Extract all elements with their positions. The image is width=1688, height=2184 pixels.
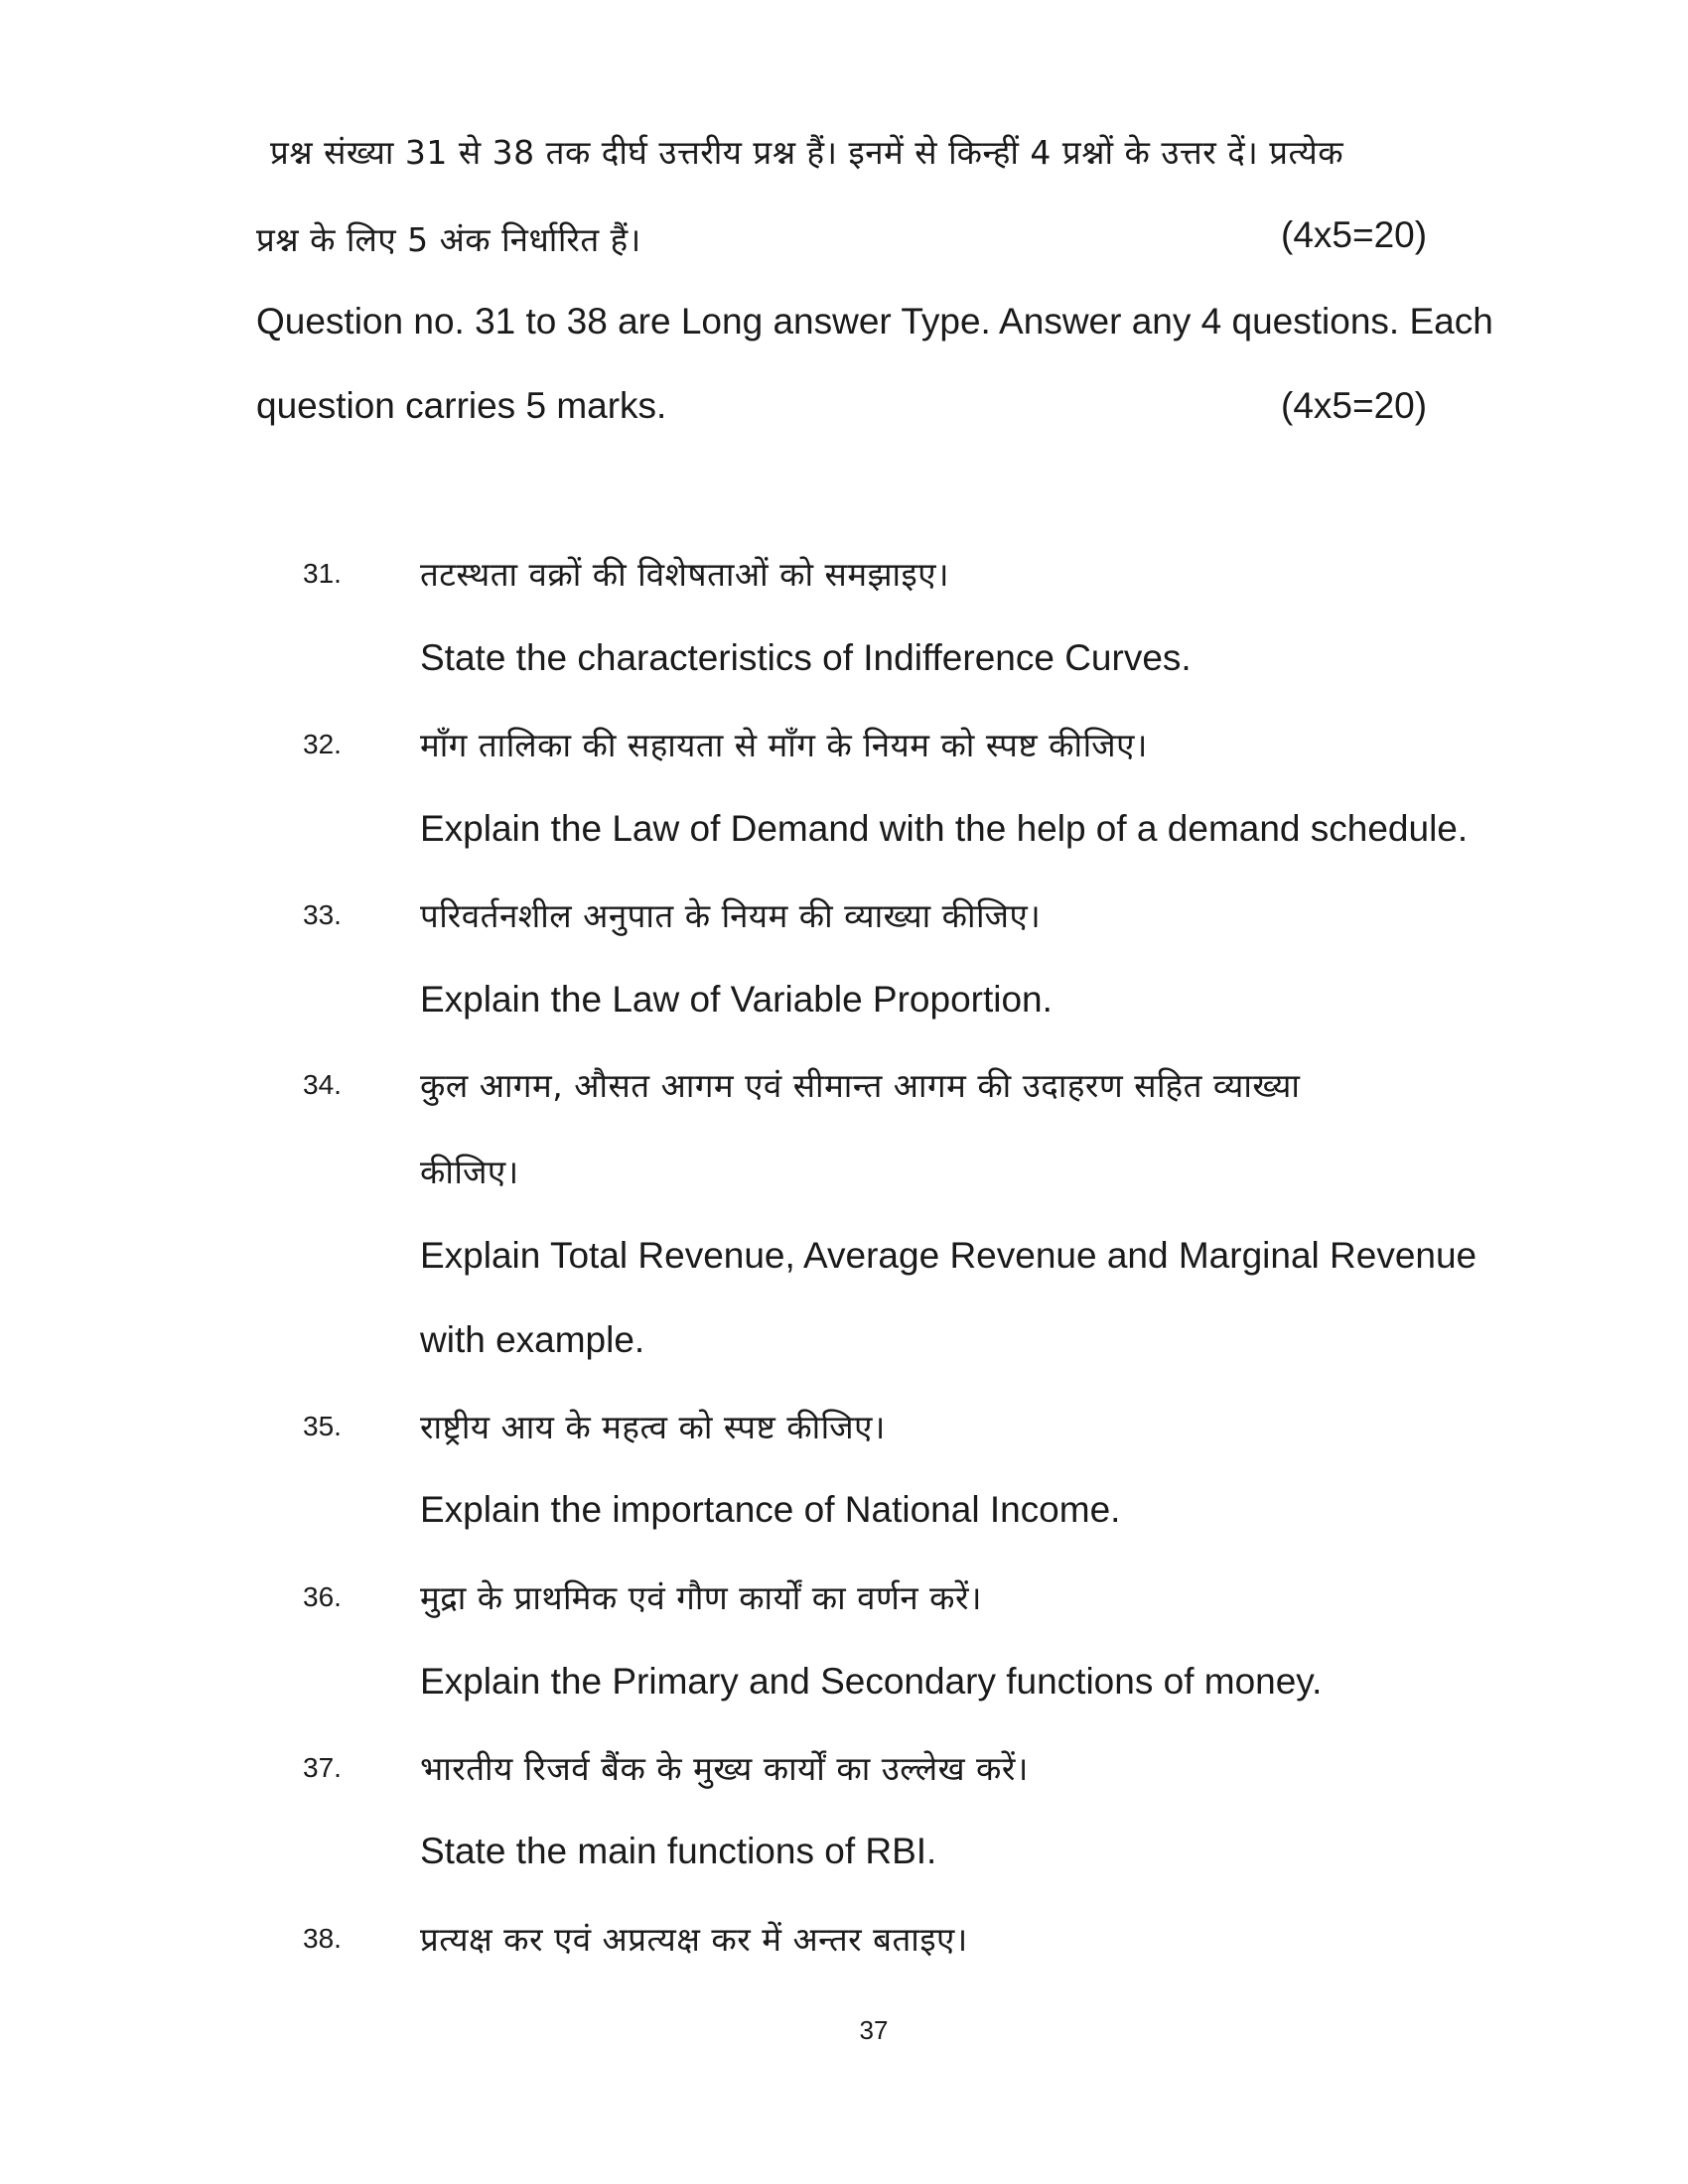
page-number: 37 — [859, 2015, 889, 2045]
question-31-hindi: तटस्थता वक्रों की विशेषताओं को समझाइए। — [420, 555, 950, 594]
instructions-hindi-line-1 — [270, 129, 1489, 174]
question-35-english: Explain the importance of National Income. — [420, 1489, 1121, 1530]
question-34-hindi-line-2: कीजिए। — [420, 1153, 519, 1191]
question-33-hindi: परिवर्तनशील अनुपात के नियम की व्याख्या कीजिए। — [420, 896, 1042, 935]
question-33-number: 33. — [303, 899, 342, 930]
question-32-number: 32. — [303, 729, 342, 759]
instructions-hindi-line-1-text: प्रश्न संख्या 31 से 38 तक दीर्घ उत्तरीय प्रश्न हैं। इनमें से किन्हीं 4 प्रश्नों के उत्तर दें। प्रत्येक — [270, 133, 1344, 172]
instructions-english-line-2 — [256, 385, 666, 427]
question-35-number: 35. — [303, 1411, 342, 1441]
instructions-english-marks: (4x5=20) — [1281, 385, 1428, 426]
question-38-hindi: प्रत्यक्ष कर एवं अप्रत्यक्ष कर में अन्तर बताइए। — [420, 1920, 968, 1959]
instructions-english-line-1-text: Question no. 31 to 38 are Long answer Type. Answer any 4 questions. Each — [256, 301, 1493, 341]
instructions-english-line-2-text: question carries 5 marks. — [256, 385, 667, 426]
question-32-hindi: माँग तालिका की सहायता से माँग के नियम को स्पष्ट कीजिए। — [420, 726, 1148, 764]
instructions-hindi-marks: (4x5=20) — [1281, 214, 1428, 255]
question-36-english: Explain the Primary and Secondary functions of money. — [420, 1661, 1323, 1702]
question-37-number: 37. — [303, 1752, 342, 1783]
question-33-english: Explain the Law of Variable Proportion. — [420, 979, 1053, 1020]
instructions-hindi-line-2 — [256, 216, 641, 261]
question-34-hindi-line-1 — [420, 1062, 1489, 1107]
question-37-english: State the main functions of RBI. — [420, 1831, 937, 1871]
question-34-number: 34. — [303, 1069, 342, 1100]
question-31-english: State the characteristics of Indifference Curves. — [420, 637, 1192, 678]
question-34-english-line-1 — [420, 1235, 1489, 1277]
question-31-number: 31. — [303, 558, 342, 589]
question-34-hindi-line-1-text: कुल आगम, औसत आगम एवं सीमान्त आगम की उदाहरण सहित व्याख्या — [420, 1066, 1301, 1105]
question-35-hindi: राष्ट्रीय आय के महत्व को स्पष्ट कीजिए। — [420, 1408, 886, 1446]
question-36-number: 36. — [303, 1581, 342, 1612]
instructions-english-line-1 — [256, 301, 1493, 342]
question-32-english: Explain the Law of Demand with the help of a demand schedule. — [420, 808, 1469, 849]
question-36-hindi: मुद्रा के प्राथमिक एवं गौण कार्यों का वर्णन करें। — [420, 1578, 983, 1617]
question-37-hindi: भारतीय रिजर्व बैंक के मुख्य कार्यों का उल्लेख करें। — [420, 1749, 1029, 1788]
question-38-number: 38. — [303, 1923, 342, 1954]
question-34-english-line-1-text: Explain Total Revenue, Average Revenue and Marginal Revenue — [420, 1235, 1477, 1276]
instructions-hindi-line-2-text: प्रश्न के लिए 5 अंक निर्धारित हैं। — [256, 220, 641, 259]
question-34-english-line-2: with example. — [420, 1319, 645, 1360]
